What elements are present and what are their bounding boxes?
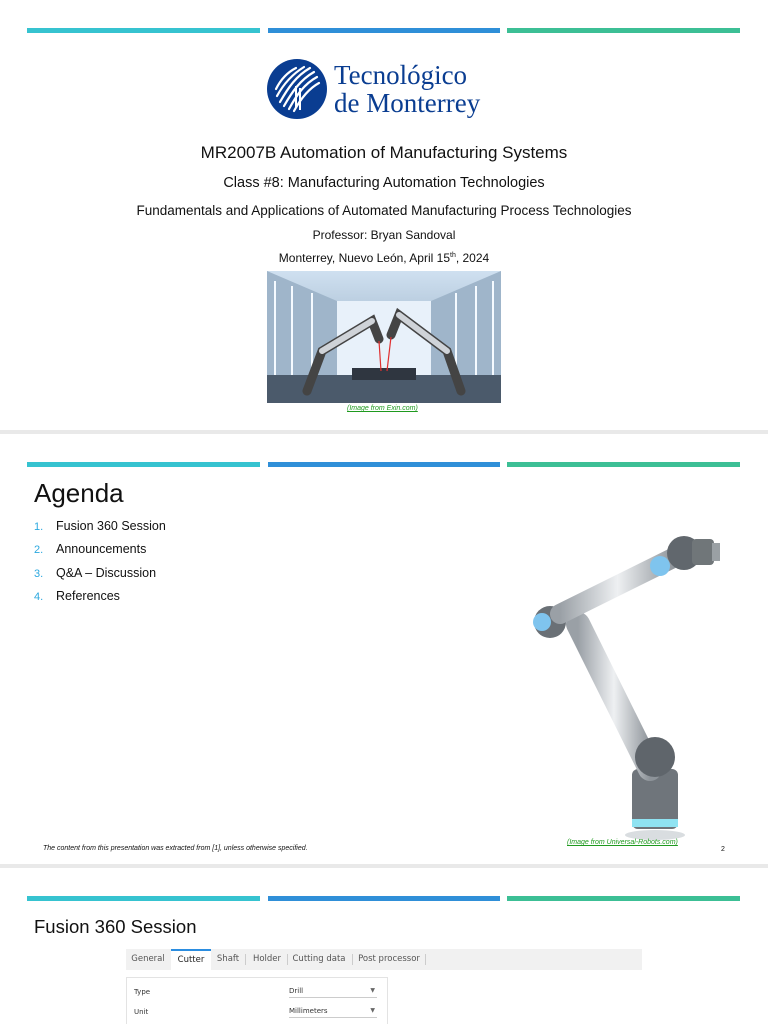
tab-holder[interactable]: Holder xyxy=(252,954,282,964)
type-label: Type xyxy=(134,988,151,996)
header-bars xyxy=(27,896,740,902)
location-date-sup: th xyxy=(450,252,456,259)
tab-shaft[interactable]: Shaft xyxy=(216,954,240,964)
list-number: 3. xyxy=(34,567,44,580)
factory-robots-photo xyxy=(267,271,501,403)
unit-value: Millimeters xyxy=(289,1007,328,1015)
list-item xyxy=(34,542,166,565)
header-bars xyxy=(27,462,740,468)
list-number: 4. xyxy=(34,590,44,603)
list-number: 1. xyxy=(34,521,44,533)
tool-dialog-screenshot xyxy=(126,949,642,1024)
fusion-slide xyxy=(0,868,768,1024)
type-value: Drill xyxy=(289,987,304,995)
header-bars xyxy=(27,28,740,34)
list-item xyxy=(34,566,166,589)
robot-credit-link[interactable]: (Image from Universal-Robots.com) xyxy=(567,839,678,846)
header-bar-green xyxy=(507,896,740,901)
type-select[interactable] xyxy=(289,987,377,998)
location-date-main: Monterrey, Nuevo León, April 15 xyxy=(278,251,450,265)
unit-label: Unit xyxy=(134,1008,149,1016)
header-bar-blue xyxy=(268,896,500,901)
tec-logo-icon xyxy=(266,58,328,120)
logo-line-1: Tecnológico xyxy=(334,60,468,90)
header-bar-green xyxy=(507,28,740,33)
list-number: 2. xyxy=(34,544,44,557)
agenda-slide xyxy=(0,434,768,864)
class-title: Class #8: Manufacturing Automation Technologies xyxy=(223,175,545,191)
cutter-panel xyxy=(126,977,388,1024)
list-item xyxy=(34,519,166,542)
tab-divider xyxy=(425,954,426,965)
logo-line-2: de Monterrey xyxy=(334,88,481,118)
fusion-title: Fusion 360 Session xyxy=(34,916,197,937)
tab-general[interactable]: General xyxy=(131,954,165,964)
page-number: 2 xyxy=(721,846,725,853)
source-footnote: The content from this presentation was extracted from [1], unless otherwise specified. xyxy=(43,845,308,852)
list-text: References xyxy=(56,588,120,603)
tab-cutter[interactable]: Cutter xyxy=(171,949,211,970)
header-bar-blue xyxy=(268,28,500,33)
tab-divider xyxy=(287,954,288,965)
tab-cutting-data[interactable]: Cutting data xyxy=(292,954,346,964)
location-date-year: , 2024 xyxy=(455,251,490,265)
header-bar-cyan xyxy=(27,28,260,33)
logo-wordmark xyxy=(334,61,480,117)
list-item xyxy=(34,589,166,612)
tab-divider xyxy=(245,954,246,965)
chevron-down-icon: ▼ xyxy=(370,987,375,994)
tab-divider xyxy=(352,954,353,965)
unit-select[interactable] xyxy=(289,1007,377,1018)
title-slide xyxy=(0,0,768,430)
list-text: Q&A – Discussion xyxy=(56,565,157,580)
tec-logo xyxy=(266,58,506,120)
professor: Professor: Bryan Sandoval xyxy=(312,228,456,242)
chevron-down-icon: ▼ xyxy=(370,1007,375,1014)
subtitle: Fundamentals and Applications of Automated Manufacturing Process Technologies xyxy=(136,203,632,218)
header-bar-cyan xyxy=(27,896,260,901)
list-text: Fusion 360 Session xyxy=(56,519,166,533)
list-text: Announcements xyxy=(56,542,147,557)
header-bar-cyan xyxy=(27,462,260,467)
tool-tabs xyxy=(126,949,642,970)
cobot-arm-image xyxy=(520,519,730,844)
location-date xyxy=(0,251,768,265)
header-bar-blue xyxy=(268,462,500,467)
tab-post-processor[interactable]: Post processor xyxy=(358,954,420,964)
header-bar-green xyxy=(507,462,740,467)
agenda-title: Agenda xyxy=(34,478,124,508)
course-title: MR2007B Automation of Manufacturing Systems xyxy=(200,143,568,162)
photo-credit-link[interactable]: (Image from Exin.com) xyxy=(347,405,418,412)
agenda-list xyxy=(34,519,166,612)
